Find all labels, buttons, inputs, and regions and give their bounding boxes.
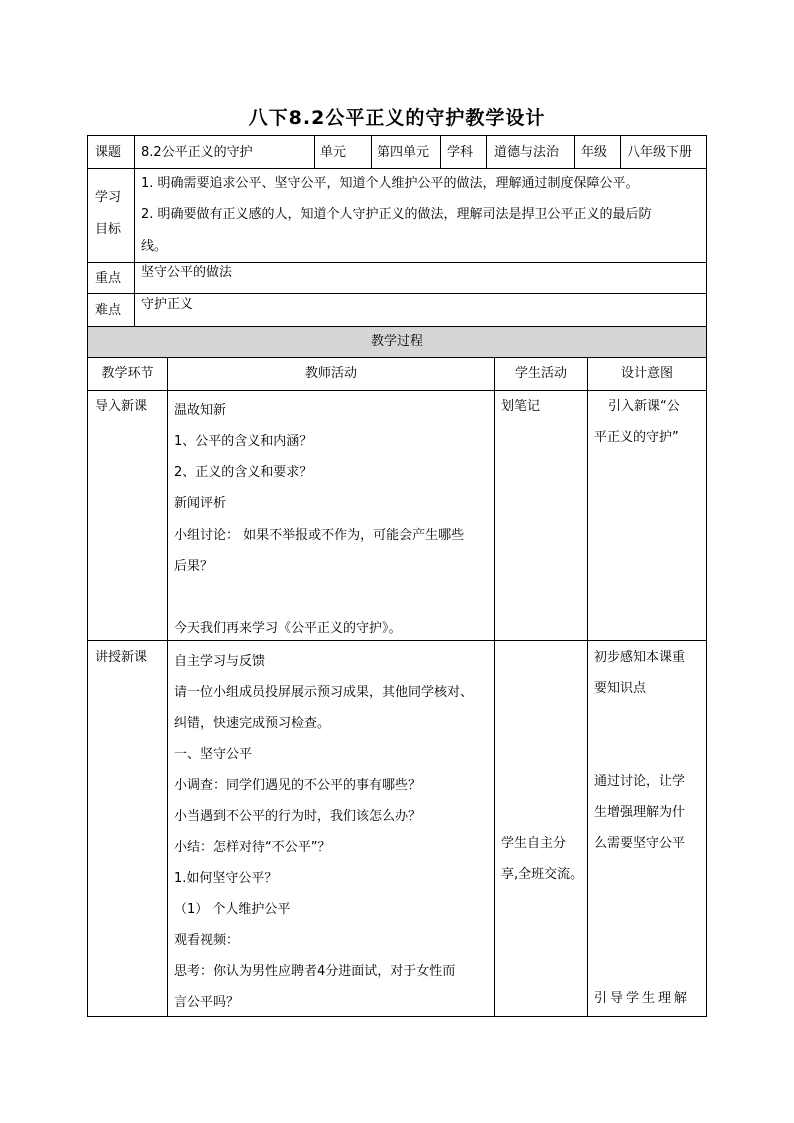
grade-value: 八年级下册 <box>627 145 693 160</box>
goals-label: 学习 <box>95 190 122 205</box>
col-divider <box>134 168 135 326</box>
difficulty-label: 难点 <box>95 303 122 318</box>
lecture-student: 享,全班交流。 <box>501 867 584 882</box>
key-point-value: 坚守公平的做法 <box>141 265 233 280</box>
difficulty-value: 守护正义 <box>141 297 194 312</box>
subject-label: 学科 <box>447 145 474 160</box>
col-divider <box>587 357 588 1017</box>
topic-label: 课题 <box>95 145 122 160</box>
unit-value: 第四单元 <box>377 145 430 160</box>
col-divider <box>371 135 372 168</box>
col-header-stage: 教学环节 <box>101 366 154 381</box>
col-divider <box>134 135 135 168</box>
lecture-teacher-line: 言公平吗？ <box>174 995 240 1010</box>
goals-label: 目标 <box>95 222 122 237</box>
lecture-teacher-line: 小结：怎样对待“不公平”？ <box>174 840 331 855</box>
intro-teacher-line: 1、公平的含义和内涵？ <box>174 434 313 449</box>
row-divider <box>87 262 707 263</box>
subject-value: 道德与法治 <box>494 145 560 160</box>
lecture-teacher-line: 小调查：同学们遇见的不公平的事有哪些？ <box>174 778 422 793</box>
topic-value: 8.2公平正义的守护 <box>141 145 253 160</box>
row-divider <box>87 640 707 641</box>
goal-item: 1. 明确需要追求公平、坚守公平，知道个人维护公平的做法，理解通过制度保障公平。 <box>141 176 639 191</box>
intro-teacher-line: 后果？ <box>174 559 214 574</box>
grade-label: 年级 <box>581 145 608 160</box>
col-divider <box>440 135 441 168</box>
intro-intent: 引入新课“公 <box>608 399 680 414</box>
col-divider <box>494 357 495 1017</box>
row-divider <box>87 357 707 358</box>
page-title: 八下8.2公平正义的守护教学设计 <box>248 107 546 129</box>
process-section-title: 教学过程 <box>370 334 423 349</box>
lecture-teacher-line: 纠错，快速完成预习检查。 <box>174 716 331 731</box>
lecture-intent: 要知识点 <box>594 681 647 696</box>
lecture-teacher-line: 自主学习与反馈 <box>174 654 266 669</box>
row-divider <box>87 293 707 294</box>
col-divider <box>574 135 575 168</box>
lecture-teacher-line: 观看视频： <box>174 933 240 948</box>
lecture-intent: 通过讨论，让学 <box>594 774 686 789</box>
lecture-intent: 生增强理解为什 <box>594 805 686 820</box>
row-divider <box>87 168 707 169</box>
col-divider <box>167 357 168 1017</box>
lecture-student: 学生自主分 <box>501 836 567 851</box>
col-header-intent: 设计意图 <box>620 366 673 381</box>
lecture-teacher-line: 请一位小组成员投屏展示预习成果，其他同学核对、 <box>174 685 474 700</box>
col-header-student: 学生活动 <box>514 366 567 381</box>
intro-teacher-line: 今天我们再来学习《公平正义的守护》。 <box>174 621 402 636</box>
col-header-teacher: 教师活动 <box>304 366 357 381</box>
intro-intent: 平正义的守护” <box>594 430 679 445</box>
lecture-teacher-line: （1） 个人维护公平 <box>174 902 291 917</box>
key-point-label: 重点 <box>95 271 122 286</box>
lecture-teacher-line: 1.如何坚守公平？ <box>174 871 278 886</box>
goal-item: 2. 明确要做有正义感的人，知道个人守护正义的做法，理解司法是捍卫公平正义的最后防 <box>141 207 652 222</box>
lecture-intent: 初步感知本课重 <box>594 650 686 665</box>
lecture-intent: 么需要坚守公平 <box>594 836 686 851</box>
lecture-teacher-line: 小当遇到不公平的行为时，我们该怎么办？ <box>174 809 422 824</box>
lecture-intent: 引导学生理解 <box>594 991 691 1006</box>
row-divider <box>87 390 707 391</box>
lecture-stage: 讲授新课 <box>95 650 148 665</box>
lecture-teacher-line: 一、坚守公平 <box>174 747 253 762</box>
col-divider <box>620 135 621 168</box>
unit-label: 单元 <box>320 145 347 160</box>
intro-teacher-line: 新闻评析 <box>174 496 227 511</box>
lecture-teacher-line: 思考：你认为男性应聘者4分进面试，对于女性而 <box>174 964 456 979</box>
intro-teacher-line: 温故知新 <box>174 403 227 418</box>
col-divider <box>314 135 315 168</box>
intro-stage: 导入新课 <box>95 399 148 414</box>
col-divider <box>486 135 487 168</box>
intro-teacher-line: 2、正义的含义和要求？ <box>174 465 313 480</box>
row-divider <box>87 326 707 327</box>
intro-teacher-line: 小组讨论： 如果不举报或不作为，可能会产生哪些 <box>174 528 465 543</box>
goal-item: 线。 <box>141 239 168 254</box>
intro-student: 划笔记 <box>501 399 541 414</box>
